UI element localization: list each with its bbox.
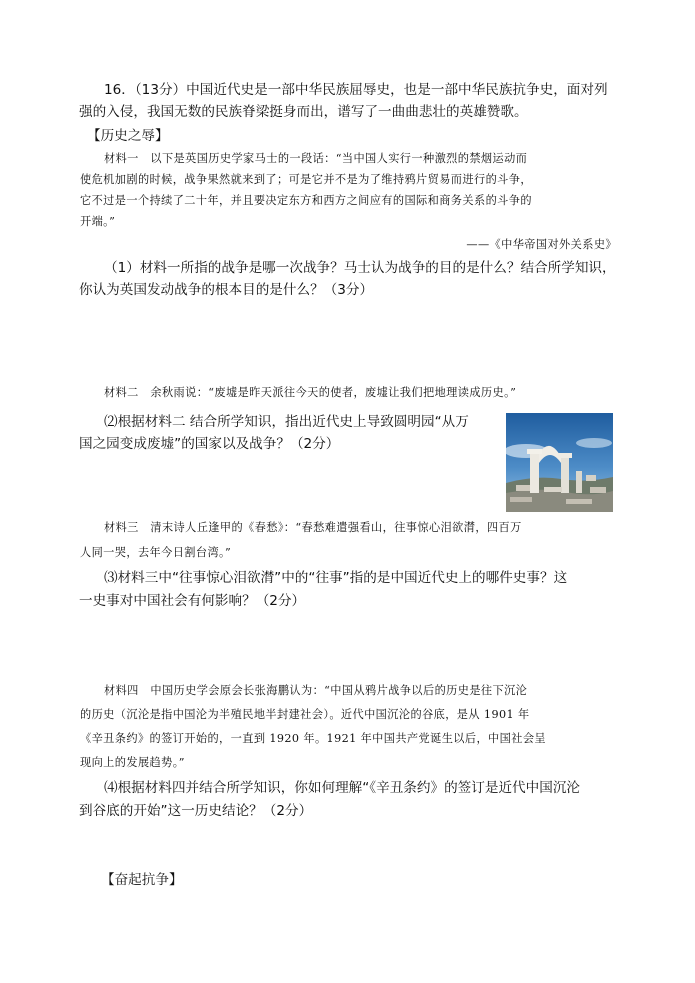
material-1-source: ——《中华帝国对外关系史》 (466, 238, 617, 251)
material-1-line-1: 材料一 以下是英国历史学家马士的一段话：“当中国人实行一种激烈的禁烟运动而 (104, 152, 528, 165)
section-heading-history-humiliation: 【历史之辱】 (87, 128, 169, 144)
question-4-line-2: 到谷底的开始”这一历史结论？（2分） (79, 803, 313, 819)
question-1-line-1: （1）材料一所指的战争是哪一次战争？马士认为战争的目的是什么？结合所学知识， (104, 260, 616, 276)
material-4-line-4: 现向上的发展趋势。” (80, 756, 185, 769)
question-1-line-2: 你认为英国发动战争的根本目的是什么？（3分） (79, 282, 374, 298)
question-2-line-1: ⑵根据材料二 结合所学知识，指出近代史上导致圆明园“从万 (104, 414, 469, 430)
question-intro-line-2: 强的入侵，我国无数的民族脊梁挺身而出，谱写了一曲曲悲壮的英雄赞歌。 (79, 104, 528, 120)
material-4-line-2: 的历史（沉沦是指中国沦为半殖民地半封建社会）。近代中国沉沦的谷底，是从 1901 年 (80, 708, 530, 721)
material-4-line-1: 材料四 中国历史学会原会长张海鹏认为：“中国从鸦片战争以后的历史是往下沉沦 (104, 684, 528, 697)
section-heading-rise-up: 【奋起抗争】 (101, 872, 183, 888)
question-2-line-2: 国之园变成废墟”的国家以及战争？（2分） (79, 436, 340, 452)
question-3-line-2: 一史事对中国社会有何影响？（2分） (79, 593, 306, 609)
material-2-line-1: 材料二 余秋雨说：“废墟是昨天派往今天的使者，废墟让我们把地理读成历史。” (104, 386, 517, 399)
material-4-line-3: 《辛丑条约》的签订开始的，一直到 1920 年。1921 年中国共产党诞生以后，中国社会呈 (80, 732, 546, 745)
question-intro-line-1: 16．（13分）中国近代史是一部中华民族屈辱史，也是一部中华民族抗争史，面对列 (104, 82, 608, 98)
question-4-line-1: ⑷根据材料四并结合所学知识，你如何理解“《辛丑条约》的签订是近代中国沉沦 (104, 780, 581, 796)
material-3-line-1: 材料三 清末诗人丘逢甲的《春愁》：“春愁难遣强看山，往事惊心泪欲潸，四百万 (104, 521, 522, 534)
material-3-line-2: 人同一哭，去年今日割台湾。” (80, 546, 232, 559)
yuanmingyuan-ruins-photo (506, 413, 613, 512)
question-3-line-1: ⑶材料三中“往事惊心泪欲潸”中的“往事”指的是中国近代史上的哪件史事？这 (104, 570, 568, 586)
material-1-line-4: 开端。” (80, 215, 116, 228)
material-1-line-2: 使危机加剧的时候，战争果然就来到了；可是它并不是为了维持鸦片贸易而进行的斗争， (80, 173, 532, 186)
material-1-line-3: 它不过是一个持续了二十年，并且要决定东方和西方之间应有的国际和商务关系的斗争的 (80, 194, 532, 207)
